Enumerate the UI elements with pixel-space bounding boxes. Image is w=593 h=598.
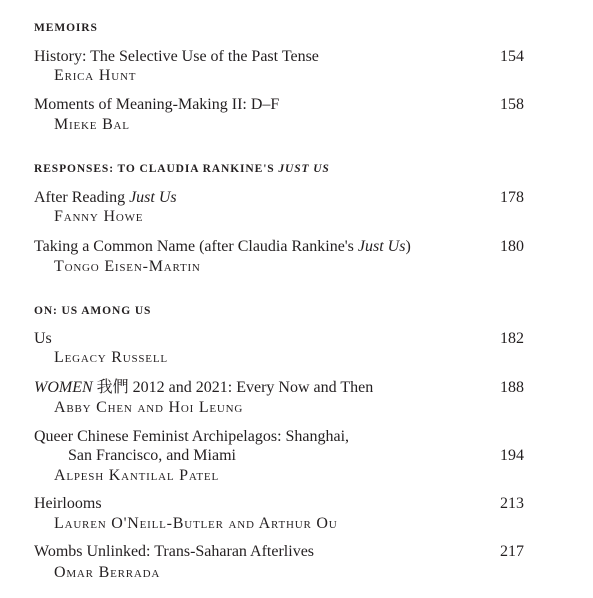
entry-title-prefix: After Reading [34, 189, 130, 206]
entry-title: Queer Chinese Feminist Archipelagos: Shanghai, [34, 428, 350, 445]
entry-page-number: 182 [500, 330, 524, 347]
entry-title: Heirlooms [34, 495, 102, 512]
entry-title-continuation: San Francisco, and Miami [68, 447, 236, 464]
entry-author: Erica Hunt [54, 67, 137, 84]
entry-author: Tongo Eisen-Martin [54, 258, 201, 275]
entry-author: Legacy Russell [54, 349, 168, 366]
entry-author: Omar Berrada [54, 564, 161, 581]
entry-page-number: 154 [500, 48, 524, 65]
section-heading-memoirs: MEMOIRS [34, 22, 98, 34]
entry-author: Lauren O'Neill-Butler and Arthur Ou [54, 515, 338, 532]
entry-author: Mieke Bal [54, 116, 130, 133]
section-heading-on-us-among-us: ON: US AMONG US [34, 305, 152, 317]
entry-author: Alpesh Kantilal Patel [54, 467, 219, 484]
entry-title-suffix: 我們 2012 and 2021: Every Now and Then [92, 379, 374, 396]
entry-page-number: 178 [500, 189, 524, 206]
entry-title: Moments of Meaning-Making II: D–F [34, 96, 280, 113]
entry-page-number: 217 [500, 543, 524, 560]
entry-title-italic: Just Us [357, 238, 406, 255]
entry-page-number: 188 [500, 379, 524, 396]
entry-page-number: 213 [500, 495, 524, 512]
section-heading-responses [34, 162, 330, 176]
entry-page-number: 194 [500, 447, 524, 464]
entry-page-number: 158 [500, 96, 524, 113]
section-heading-italic: JUST US [278, 163, 330, 175]
entry-title: History: The Selective Use of the Past Tense [34, 48, 319, 65]
entry-title [34, 188, 177, 208]
entry-author: Abby Chen and Hoi Leung [54, 399, 244, 416]
entry-title-suffix: ) [405, 238, 411, 255]
entry-title: Us [34, 330, 52, 347]
entry-title [34, 237, 411, 257]
section-heading-prefix: RESPONSES: TO CLAUDIA RANKINE'S [34, 163, 279, 175]
entry-title-italic: Just Us [129, 189, 177, 206]
entry-title: Wombs Unlinked: Trans-Saharan Afterlives [34, 543, 315, 560]
entry-title-italic: WOMEN [34, 379, 93, 396]
entry-title-prefix: Taking a Common Name (after Claudia Rankine's [34, 238, 358, 255]
entry-title [34, 378, 373, 398]
entry-page-number: 180 [500, 238, 524, 255]
entry-author: Fanny Howe [54, 208, 144, 225]
